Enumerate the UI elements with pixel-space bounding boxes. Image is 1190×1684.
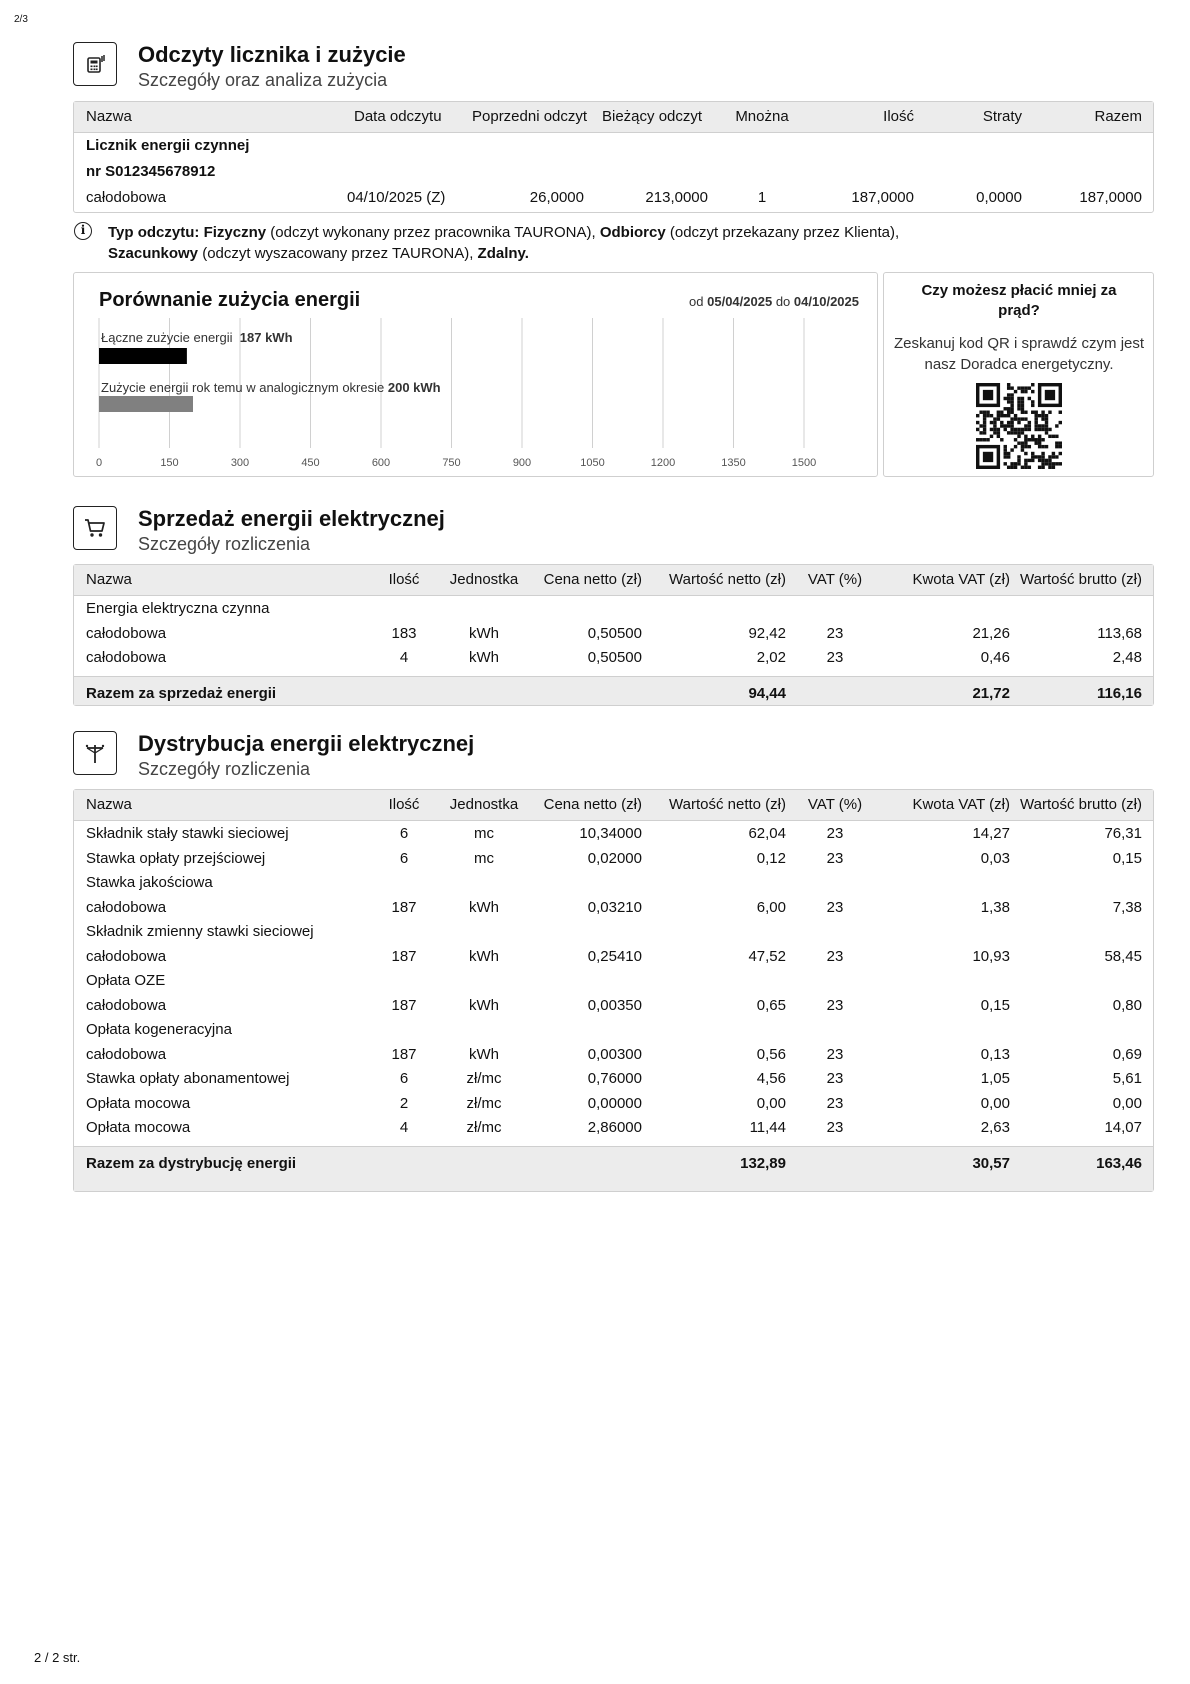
chart-title: Porównanie zużycia energii (99, 289, 361, 311)
tick-label: 1350 (721, 457, 746, 469)
col-header: Jednostka (449, 796, 519, 813)
col-header: Poprzedni odczyt (472, 108, 588, 125)
col-header: Kwota VAT (zł) (912, 796, 1010, 813)
group-label: Energia elektryczna czynna (86, 600, 270, 617)
col-header: Ilość (388, 571, 420, 588)
info-icon: i (74, 222, 92, 240)
col-header: Cena netto (zł) (543, 796, 642, 813)
total-netto: 94,44 (748, 684, 786, 702)
sale-table: Nazwa Ilość Jednostka Cena netto (zł) Wartość netto (zł) VAT (%) Kwota VAT (zł) Wartość brutto (zł) Energia elektryczna czynna całodobowa 183 kWh 0,50500 92,42 23 21,26 113,68 całodobowa 4 kWh 0,50500 2,02 23 0,46 2,48 Razem za sprzedaż energii 94,44 21,72 116,16 (73, 564, 1154, 706)
col-header: VAT (%) (807, 796, 863, 813)
col-header: Nazwa (86, 108, 132, 125)
consumption-chart (73, 272, 878, 477)
tick-label: 450 (301, 457, 320, 469)
col-header: VAT (%) (807, 571, 863, 588)
total-vat: 30,57 (972, 1154, 1010, 1172)
col-header: Wartość brutto (zł) (1020, 571, 1142, 588)
total-brutto: 163,46 (1096, 1154, 1142, 1172)
total-row (74, 676, 1153, 706)
col-header: Jednostka (449, 571, 519, 588)
qr-code-icon[interactable] (976, 383, 1062, 469)
col-header: Straty (982, 108, 1022, 125)
meter-name: Licznik energii czynnej (86, 137, 250, 154)
total-brutto: 116,16 (1096, 684, 1142, 702)
qr-title: Czy możesz płacić mniej za prąd? (921, 282, 1117, 319)
cart-icon (73, 506, 117, 550)
meter-number: nr S012345678912 (86, 163, 216, 180)
readings-title: Odczyty licznika i zużycie (138, 42, 406, 67)
col-header: Mnożna (735, 108, 789, 125)
col-header: Data odczytu (354, 108, 442, 125)
sale-title: Sprzedaż energii elektrycznej (138, 506, 445, 531)
sale-subtitle: Szczegóły rozliczenia (138, 534, 311, 554)
total-vat: 21,72 (972, 684, 1010, 702)
page-marker: 2/3 (14, 14, 28, 25)
col-header: Nazwa (86, 571, 132, 588)
qr-text: Zeskanuj kod QR i sprawdź czym jest nasz Doradca energetyczny. (893, 335, 1145, 373)
tick-label: 1050 (580, 457, 605, 469)
col-header: Razem (1094, 108, 1142, 125)
distribution-subtitle: Szczegóły rozliczenia (138, 759, 311, 779)
col-header: Cena netto (zł) (543, 571, 642, 588)
readings-subtitle: Szczegóły oraz analiza zużycia (138, 70, 388, 90)
chart-period: od 05/04/2025 do 04/10/2025 (689, 294, 859, 309)
col-header: Wartość netto (zł) (669, 571, 786, 588)
bar-previous-year (99, 396, 193, 412)
chart-plot (74, 273, 877, 476)
distribution-title: Dystrybucja energii elektrycznej (138, 731, 475, 756)
tick-label: 750 (442, 457, 461, 469)
col-header: Ilość (388, 796, 420, 813)
tick-label: 900 (512, 457, 532, 469)
tick-label: 1200 (650, 457, 676, 469)
col-header: Ilość (883, 108, 914, 125)
tick-label: 1500 (791, 457, 817, 469)
col-header: Wartość brutto (zł) (1020, 796, 1142, 813)
tick-label: 600 (371, 457, 391, 469)
reading-type-note: Typ odczytu: Fizyczny (odczyt wykonany przez pracownika TAURONA), Odbiorcy (odczyt przekazany przez Klienta), Szacunkowy (odczyt wyszacowany przez TAURONA), Zdalny. (108, 224, 900, 262)
distribution-table: Nazwa Ilość Jednostka Cena netto (zł) Wartość netto (zł) VAT (%) Kwota VAT (zł) Wartość brutto (zł) Składnik stały stawki sieciowej 6 mc 10,34000 62,04 23 14,27 76,31 Stawka opłaty przejściowej 6 mc 0,02000 0,12 23 0,03 0,15 Stawka jakościowa całodobowa 187 kWh 0,03210 6,00 23 1,38 7,38 Składnik zmienny stawki sieciowej całodobowa 187 kWh 0,25410 47,52 23 10,93 58,45 Opłata OZE całodobowa 187 kWh 0,00350 0,65 23 0,15 0,80 Opłata kogeneracyjna całodobowa 187 kWh 0,00300 0,56 23 0,13 0,69 Stawka opłaty abonamentowej 6 zł/mc 0,76000 4,56 23 1,05 5,61 Opłata mocowa 2 zł/mc 0,00000 0,00 23 0,00 0,00 Opłata mocowa 4 zł/mc 2,86000 11,44 23 2,63 14,07 Razem za dystrybucję energii 132,89 30,57 163,46 (73, 789, 1154, 1192)
readings-table: Nazwa Data odczytu Poprzedni odczyt Bieżący odczyt Mnożna Ilość Straty Razem Licznik energii czynnej nr S012345678912 całodobowa 04/10/2025 (Z) 26,0000 213,0000 1 187,0000 0,0000 187,0000 (73, 101, 1154, 213)
col-header: Wartość netto (zł) (669, 796, 786, 813)
power-pole-icon (73, 731, 117, 775)
total-row (74, 1146, 1153, 1192)
tick-label: 0 (95, 457, 103, 469)
page-footer: 2 / 2 str. (34, 1650, 81, 1665)
qr-promo (883, 272, 1154, 477)
col-header: Nazwa (86, 796, 132, 813)
bar-current (99, 348, 187, 364)
col-header: Bieżący odczyt (602, 108, 703, 125)
col-header: Kwota VAT (zł) (912, 571, 1010, 588)
meter-icon (73, 42, 117, 86)
series-label: Łączne zużycie energii 187 kWh (101, 330, 293, 345)
series-label: Zużycie energii rok temu w analogicznym okresie 200 kWh (101, 380, 441, 395)
tick-label: 300 (230, 457, 250, 469)
total-netto: 132,89 (740, 1154, 786, 1172)
tick-label: 150 (160, 457, 179, 469)
total-label: Razem za dystrybucję energii (86, 1154, 297, 1172)
total-label: Razem za sprzedaż energii (86, 684, 277, 702)
